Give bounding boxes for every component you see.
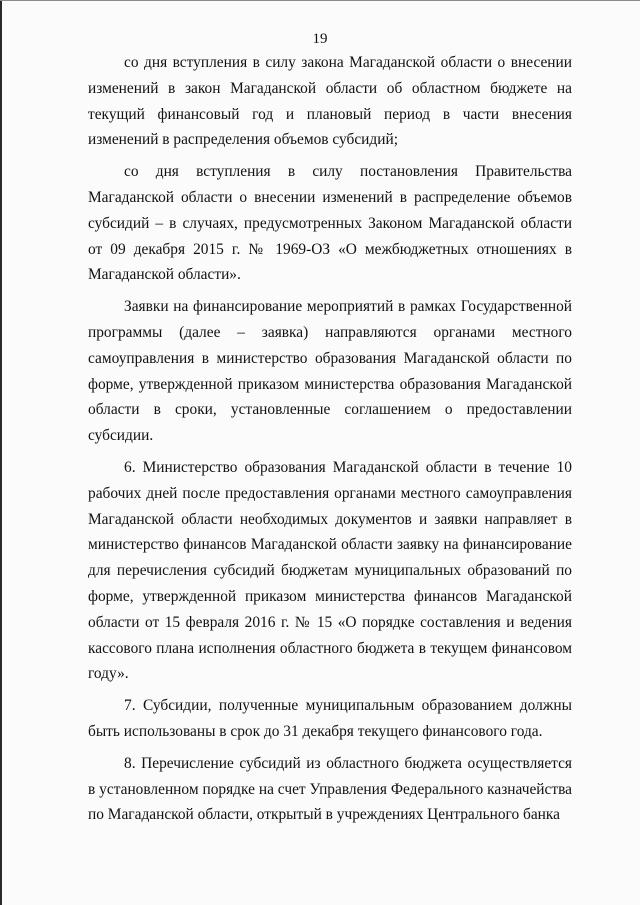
scan-left-edge xyxy=(0,0,2,905)
document-body xyxy=(88,50,572,834)
scan-top-edge xyxy=(0,0,640,1)
page-number: 19 xyxy=(312,31,328,47)
paragraph-funding-applications: Заявки на финансирование мероприятий в рамках Государственной программы (далее – заявка) направляются органами местного самоуправления в министерство образования Магаданской области по форме, утвержденной приказом министерства образования Магаданской области в сроки, установленные соглашением о предоставлении субсидии. xyxy=(88,298,572,445)
paragraph-item-8: 8. Перечисление субсидий из областного бюджета осуществляется в установленном порядке на счет Управления Федерального казначейства по Магаданской области, открытый в учреждениях Центрального банка xyxy=(88,754,572,824)
paragraph-item-6: 6. Министерство образования Магаданской области в течение 10 рабочих дней после предоставления органами местного самоуправления Магаданской области необходимых документов и заявки направляет в министерство финансов Магаданской области заявку на финансирование для перечисления субсидий бюджетам муниципальных образований по форме, утвержденной приказом министерства финансов Магаданской области от 15 февраля 2016 г. № 15 «О порядке составления и ведения кассового плана исполнения областного бюджета в текущем финансовом году». xyxy=(88,458,572,683)
paragraph-government-resolution: со дня вступления в силу постановления Правительства Магаданской области о внесении изменений в распределение объемов субсидий – в случаях, предусмотренных Законом Магаданской области от 09 декабря 2015 г. № 1969-ОЗ «О межбюджетных отношениях в Магаданской области». xyxy=(88,163,572,284)
paragraph-item-7: 7. Субсидии, полученные муниципальным образованием должны быть использованы в срок до 31 декабря текущего финансового года. xyxy=(88,697,572,740)
paragraph-law-amendment: со дня вступления в силу закона Магаданской области о внесении изменений в закон Магаданской области об областном бюджете на текущий финансовый год и плановый период в части внесения изменений в распределения объемов субсидий; xyxy=(88,54,572,149)
